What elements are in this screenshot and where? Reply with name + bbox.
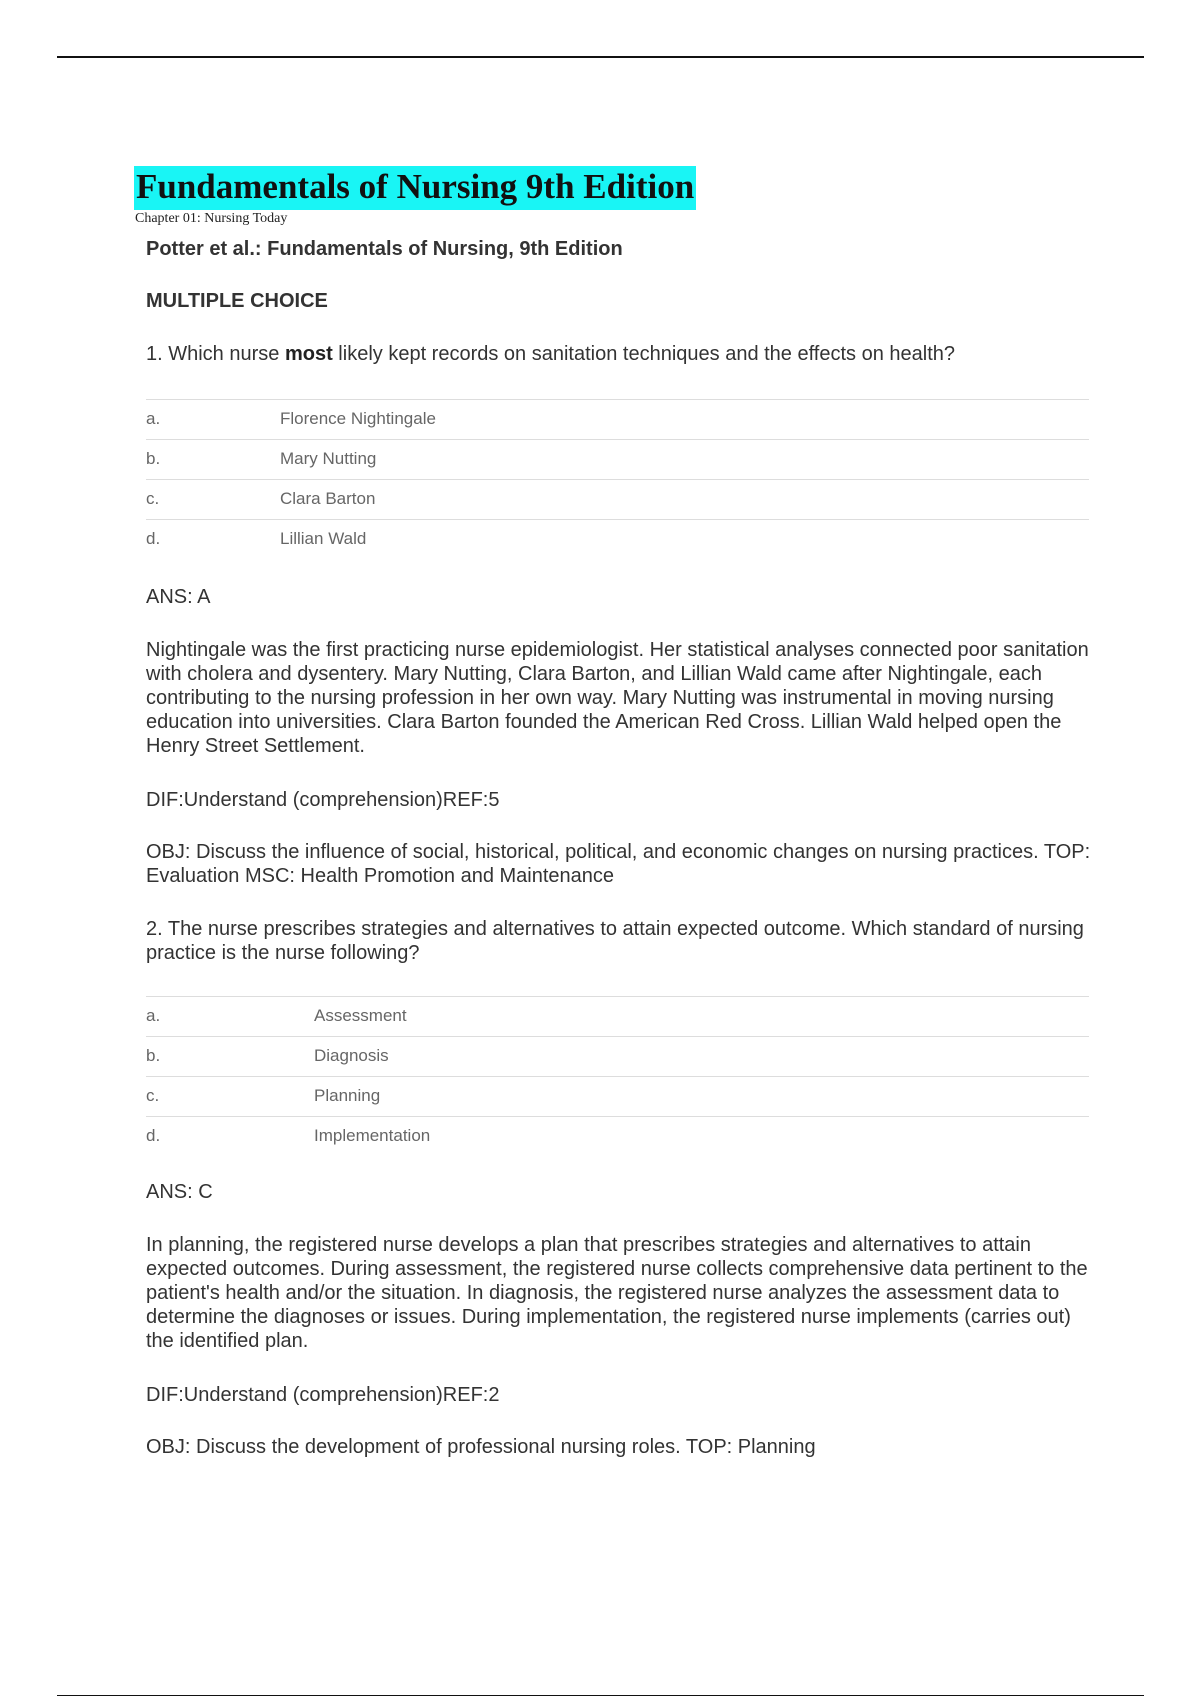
option-letter: a.: [146, 1006, 161, 1025]
option-row: [146, 439, 1089, 479]
question-1-rationale: Nightingale was the first practicing nurse epidemiologist. Her statistical analyses connected poor sanitation with cholera and dysentery. Mary Nutting, Clara Barton, and Lillian Wald came after Nightingale, each contributing to the nursing profession in her own way. Mary Nutting was instrumental in moving nursing education into universities. Clara Barton founded the American Red Cross. Lillian Wald helped open the Henry Street Settlement.: [146, 639, 1089, 757]
question-1-stem: [146, 342, 1096, 366]
top-rule: [57, 56, 1144, 58]
option-letter: b.: [146, 1046, 161, 1065]
chapter-subtitle: Chapter 01: Nursing Today: [135, 211, 288, 226]
question-1-stem-prefix: 1. Which nurse: [146, 343, 285, 365]
source-citation: Potter et al.: Fundamentals of Nursing, 9th Edition: [146, 238, 623, 260]
document-title: Fundamentals of Nursing 9th Edition: [134, 166, 696, 210]
option-letter: c.: [146, 1086, 160, 1105]
question-2-difficulty: DIF:Understand (comprehension)REF:2: [146, 1384, 500, 1406]
question-1-options: [146, 399, 1089, 559]
section-heading: MULTIPLE CHOICE: [146, 290, 328, 312]
option-text: Florence Nightingale: [280, 409, 436, 428]
option-text: Assessment: [314, 1006, 407, 1025]
option-letter: d.: [146, 529, 161, 548]
question-2-rationale: In planning, the registered nurse develops a plan that prescribes strategies and alternatives to attain expected outcomes. During assessment, the registered nurse collects comprehensive data pertinent to the patient's health and/or the situation. In diagnosis, the registered nurse analyzes the assessment data to determine the diagnoses or issues. During implementation, the registered nurse implements (carries out) the identified plan.: [146, 1234, 1088, 1352]
question-1-difficulty: DIF:Understand (comprehension)REF:5: [146, 789, 500, 811]
question-1-stem-emphasis: most: [284, 343, 333, 365]
question-1-answer: ANS: A: [146, 586, 211, 608]
option-text: Implementation: [314, 1126, 431, 1145]
option-row: [146, 399, 1089, 439]
option-letter: c.: [146, 489, 160, 508]
option-row: [146, 996, 1089, 1036]
option-row: [146, 1076, 1089, 1116]
option-row: [146, 479, 1089, 519]
question-2-options: [146, 996, 1089, 1156]
question-1-stem-suffix: likely kept records on sanitation techniques and the effects on health?: [332, 343, 956, 365]
option-text: Mary Nutting: [280, 449, 377, 468]
option-letter: d.: [146, 1126, 161, 1145]
option-row: [146, 1116, 1089, 1156]
question-2-objective: OBJ: Discuss the development of professional nursing roles. TOP: Planning: [146, 1436, 816, 1458]
option-text: Diagnosis: [314, 1046, 389, 1065]
question-2-answer: ANS: C: [146, 1181, 213, 1203]
option-text: Planning: [314, 1086, 381, 1105]
option-text: Clara Barton: [280, 489, 376, 508]
question-1-objective: OBJ: Discuss the influence of social, historical, political, and economic changes on nursing practices. TOP: Evaluation MSC: Health Promotion and Maintenance: [146, 841, 1091, 887]
option-letter: b.: [146, 449, 161, 468]
question-2-stem: 2. The nurse prescribes strategies and alternatives to attain expected outcome. Which standard of nursing practice is the nurse following?: [146, 918, 1084, 964]
option-text: Lillian Wald: [280, 529, 367, 548]
option-row: [146, 1036, 1089, 1076]
option-row: [146, 519, 1089, 559]
bottom-rule: [57, 1695, 1144, 1696]
option-letter: a.: [146, 409, 161, 428]
